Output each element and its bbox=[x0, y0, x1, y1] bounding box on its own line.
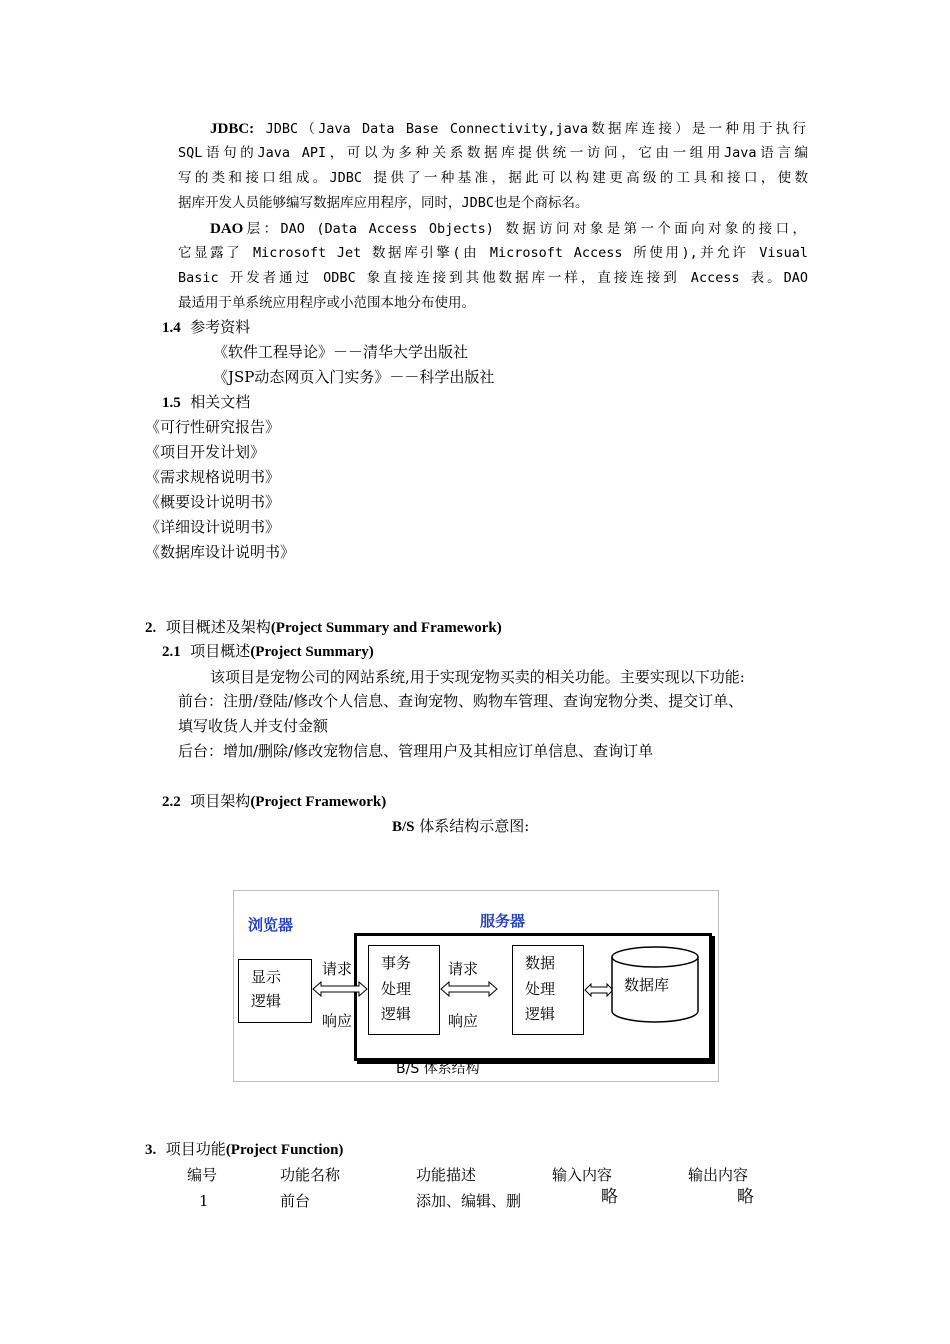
table-header-cell: 输入内容 bbox=[552, 1166, 613, 1184]
jdbc-line-3: 写的类和接口组成。JDBC 提供了一种基准，据此可以构建更高级的工具和接口，使数 bbox=[178, 170, 808, 186]
section-2-1-heading bbox=[162, 641, 374, 662]
dao-label: DAO bbox=[210, 221, 244, 237]
summary-front-2: 填写收货人并支付金额 bbox=[178, 717, 329, 735]
business-logic-box bbox=[368, 945, 440, 1035]
table-header-cell: 功能描述 bbox=[416, 1166, 477, 1184]
data-logic-label: 逻辑 bbox=[525, 1005, 556, 1023]
dao-line-1 bbox=[210, 218, 806, 239]
section-2-2-heading bbox=[162, 791, 386, 812]
section-number: 2. bbox=[145, 620, 157, 636]
response-label: 响应 bbox=[322, 1012, 353, 1030]
section-number: 3. bbox=[145, 1142, 157, 1158]
figure-caption bbox=[392, 816, 529, 837]
summary-back: 后台：增加/删除/修改宠物信息、管理用户及其相应订单信息、查询订单 bbox=[178, 742, 654, 760]
jdbc-line-4: 据库开发人员能够编写数据库应用程序，同时，JDBC也是个商标名。 bbox=[178, 195, 589, 211]
section-title-en: (Project Summary and Framework) bbox=[270, 620, 502, 636]
business-logic-label: 事务 bbox=[381, 954, 412, 972]
data-logic-label: 数据 bbox=[525, 954, 556, 972]
request-label: 请求 bbox=[448, 960, 479, 978]
jdbc-text-1: JDBC（Java Data Base Connectivity,java数据库连接）是一种用于执行 bbox=[254, 121, 806, 137]
jdbc-line-1 bbox=[210, 118, 806, 139]
display-logic-box bbox=[238, 959, 312, 1023]
database-label: 数据库 bbox=[624, 976, 670, 994]
table-cell: 1 bbox=[199, 1192, 209, 1210]
dao-line-3: Basic 开发者通过 ODBC 象直接连接到其他数据库一样，直接连接到 Access 表。DAO bbox=[178, 270, 808, 286]
section-number: 2.1 bbox=[162, 644, 181, 660]
caption-text: 体系结构示意图: bbox=[419, 817, 530, 835]
double-arrow-icon bbox=[440, 981, 498, 997]
business-logic-label: 处理 bbox=[381, 980, 412, 998]
jdbc-line-2: SQL语句的Java API，可以为多种关系数据库提供统一访问，它由一组用Java语言编 bbox=[178, 145, 808, 161]
bs-architecture-diagram bbox=[233, 890, 719, 1082]
display-logic-label: 显示 bbox=[251, 968, 282, 986]
doc-item: 《详细设计说明书》 bbox=[145, 518, 281, 536]
section-1-5-heading bbox=[162, 392, 250, 413]
double-arrow-icon bbox=[312, 981, 368, 997]
doc-item: 《数据库设计说明书》 bbox=[145, 543, 296, 561]
server-heading: 服务器 bbox=[480, 912, 526, 930]
section-title-en: (Project Framework) bbox=[250, 794, 387, 810]
section-title: 项目架构 bbox=[190, 792, 251, 810]
section-3-heading bbox=[145, 1139, 343, 1160]
data-logic-box bbox=[512, 945, 584, 1035]
section-number: 2.2 bbox=[162, 794, 181, 810]
table-header-cell: 功能名称 bbox=[280, 1166, 341, 1184]
dao-text-1: 层：DAO (Data Access Objects) 数据访问对象是第一个面向对象的接口， bbox=[243, 221, 806, 237]
table-cell: 略 bbox=[601, 1187, 618, 1207]
table-cell: 前台 bbox=[280, 1192, 311, 1210]
section-title: 项目功能 bbox=[165, 1140, 226, 1158]
summary-front-1: 前台：注册/登陆/修改个人信息、查询宠物、购物车管理、查询宠物分类、提交订单、 bbox=[178, 692, 744, 710]
response-label: 响应 bbox=[448, 1012, 479, 1030]
reference-item: 《JSP动态网页入门实务》－－科学出版社 bbox=[213, 368, 495, 386]
jdbc-label: JDBC: bbox=[210, 121, 255, 137]
table-header-cell: 编号 bbox=[187, 1166, 218, 1184]
dao-line-4: 最适用于单系统应用程序或小范围本地分布使用。 bbox=[178, 295, 475, 311]
section-title-en: (Project Function) bbox=[225, 1142, 344, 1158]
section-number: 1.4 bbox=[162, 320, 181, 336]
request-label: 请求 bbox=[322, 960, 353, 978]
section-title: 项目概述及架构 bbox=[165, 618, 271, 636]
data-logic-label: 处理 bbox=[525, 980, 556, 998]
section-2-heading bbox=[145, 617, 502, 638]
display-logic-label: 逻辑 bbox=[251, 992, 282, 1010]
doc-item: 《项目开发计划》 bbox=[145, 443, 266, 461]
section-1-4-heading bbox=[162, 317, 250, 338]
section-title: 相关文档 bbox=[190, 393, 251, 411]
table-cell: 添加、编辑、删 bbox=[416, 1192, 522, 1210]
dao-line-2: 它显露了 Microsoft Jet 数据库引擎(由 Microsoft Access 所使用),并允许 Visual bbox=[178, 245, 808, 261]
table-header-cell: 输出内容 bbox=[688, 1166, 749, 1184]
doc-item: 《概要设计说明书》 bbox=[145, 493, 281, 511]
doc-item: 《可行性研究报告》 bbox=[145, 418, 281, 436]
browser-heading: 浏览器 bbox=[248, 916, 294, 934]
caption-bold: B/S bbox=[392, 819, 415, 835]
section-number: 1.5 bbox=[162, 395, 181, 411]
summary-intro: 该项目是宠物公司的网站系统,用于实现宠物买卖的相关功能。主要实现以下功能: bbox=[210, 668, 745, 686]
section-title: 参考资料 bbox=[190, 318, 251, 336]
section-title: 项目概述 bbox=[190, 642, 251, 660]
business-logic-label: 逻辑 bbox=[381, 1005, 412, 1023]
reference-item: 《软件工程导论》－－清华大学出版社 bbox=[213, 343, 469, 361]
table-cell: 略 bbox=[737, 1187, 754, 1207]
section-title-en: (Project Summary) bbox=[250, 644, 374, 660]
diagram-caption: B/S 体系结构 bbox=[396, 1061, 480, 1077]
doc-item: 《需求规格说明书》 bbox=[145, 468, 281, 486]
